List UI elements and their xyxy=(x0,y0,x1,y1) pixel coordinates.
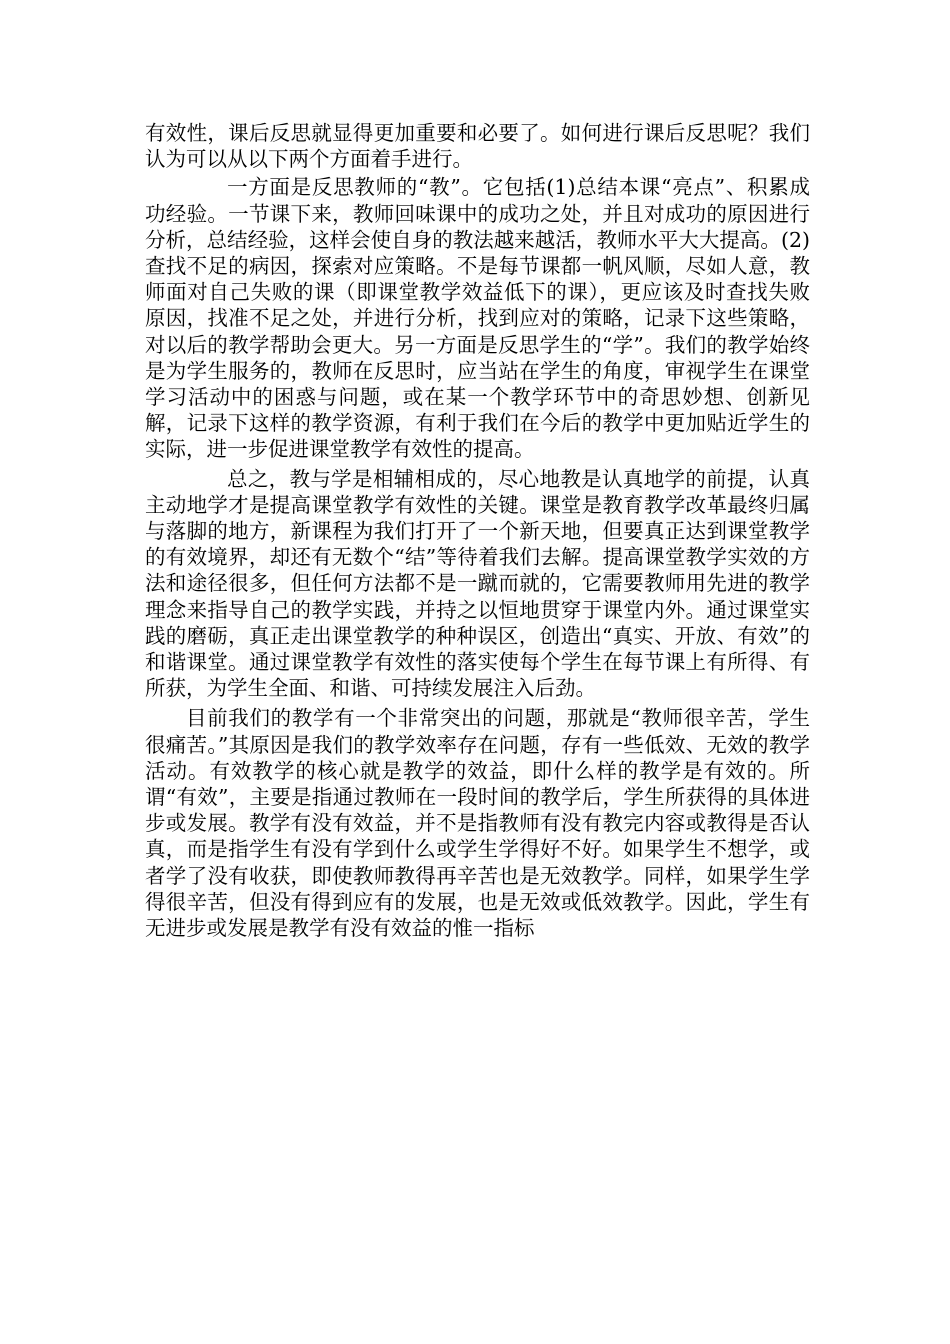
paragraph-reflection-intro: 有效性，课后反思就显得更加重要和必要了。如何进行课后反思呢？我们认为可以从以下两个方面着手进行。 xyxy=(145,121,810,172)
paragraph-reflection-teaching-learning: 一方面是反思教师的“教”。它包括(1)总结本课“亮点”、积累成功经验。一节课下来，教师回味课中的成功之处，并且对成功的原因进行分析，总结经验，这样会使自身的教法越来越活，教师水平大大提高。(2)查找不足的病因，探索对应策略。不是每节课都一帆风顺，尽如人意，教师面对自己失败的课（即课堂教学效益低下的课），更应该及时查找失败原因，找准不足之处，并进行分析，找到应对的策略，记录下这些策略，对以后的教学帮助会更大。另一方面是反思学生的“学”。我们的教学始终是为学生服务的，教师在反思时，应当站在学生的角度，审视学生在课堂学习活动中的困惑与问题，或在某一个教学环节中的奇思妙想、创新见解，记录下这样的教学资源，有利于我们在今后的教学中更加贴近学生的实际，进一步促进课堂教学有效性的提高。 xyxy=(145,175,810,462)
paragraph-conclusion: 总之，教与学是相辅相成的，尽心地教是认真地学的前提，认真主动地学才是提高课堂教学有效性的关键。课堂是教育教学改革最终归属与落脚的地方，新课程为我们打开了一个新天地，但要真正达到课堂教学的有效境界，却还有无数个“结”等待着我们去解。提高课堂教学实效的方法和途径很多，但任何方法都不是一蹴而就的，它需要教师用先进的教学理念来指导自己的教学实践，并持之以恒地贯穿于课堂内外。通过课堂实践的磨砺，真正走出课堂教学的种种误区，创造出“真实、开放、有效”的和谐课堂。通过课堂教学有效性的落实使每个学生在每节课上有所得、有所获，为学生全面、和谐、可持续发展注入后劲。 xyxy=(145,466,810,701)
paragraph-effective-teaching: 目前我们的教学有一个非常突出的问题，那就是“教师很辛苦，学生很痛苦。”其原因是我们的教学效率存在问题，存有一些低效、无效的教学活动。有效教学的核心就是教学的效益，即什么样的教学是有效的。所谓“有效”，主要是指通过教师在一段时间的教学后，学生所获得的具体进步或发展。教学有没有效益，并不是指教师有没有教完内容或教得是否认真，而是指学生有没有学到什么或学生学得好不好。如果学生不想学，或者学了没有收获，即使教师教得再辛苦也是无效教学。同样，如果学生学得很辛苦，但没有得到应有的发展，也是无效或低效教学。因此，学生有无进步或发展是教学有没有效益的惟一指标 xyxy=(145,706,810,941)
document-page xyxy=(145,120,810,941)
